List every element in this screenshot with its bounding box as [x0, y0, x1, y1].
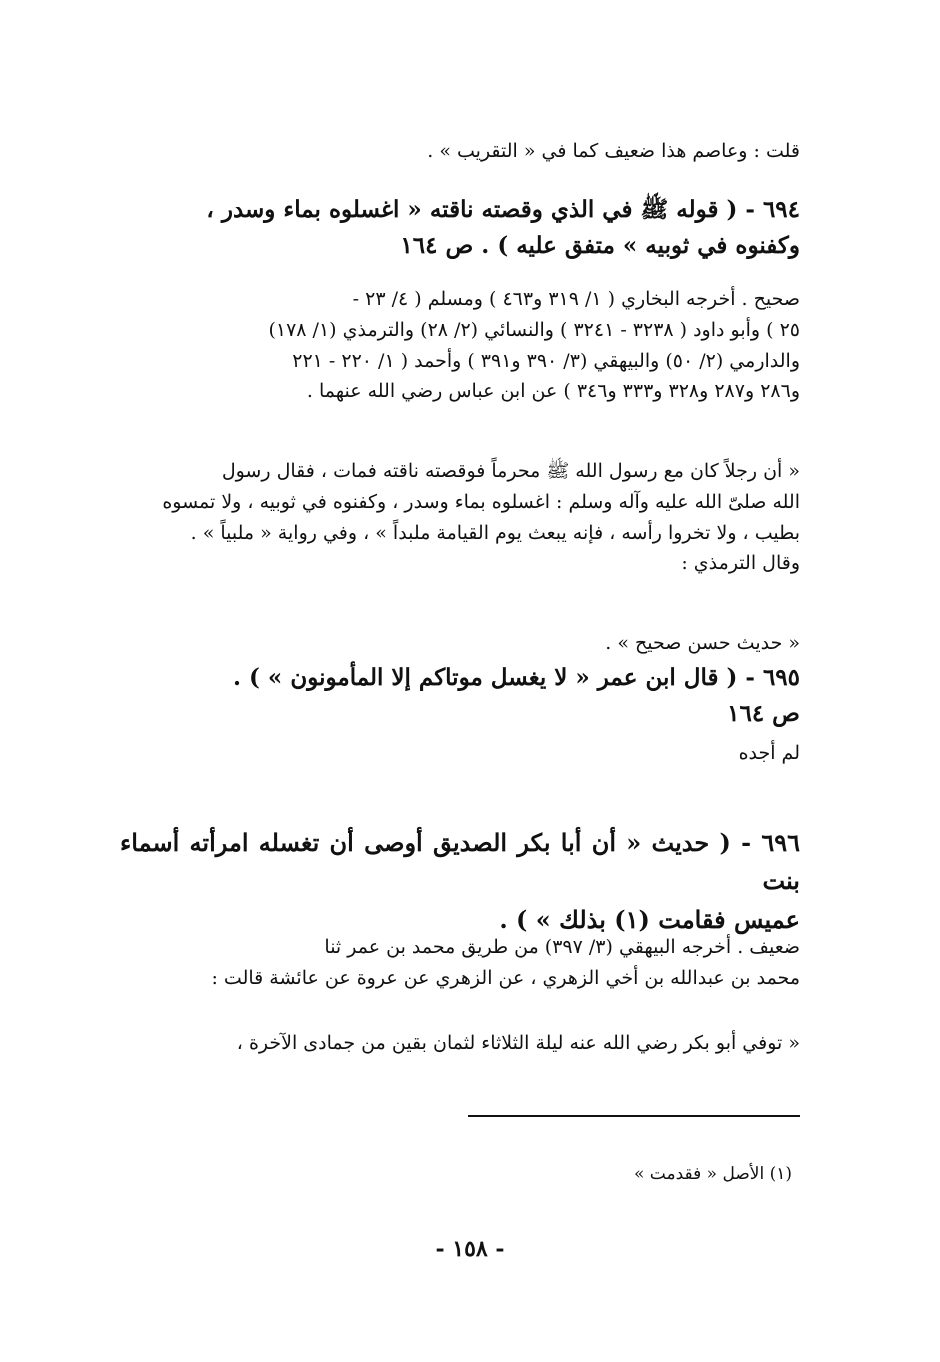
text-line: والدارمي (٢/ ٥٠) والبيهقي (٣/ ٣٩٠ و٣٩١ ) وأحمد ( ١/ ٢٢٠ - ٢٢١ — [292, 349, 800, 372]
text-line: وكفنوه في ثوبيه » متفق عليه ) . ص ١٦٤ — [400, 231, 800, 259]
text-line: ٦٩٦ - ( حديث « أن أبا بكر الصديق أوصى أن تغسله امرأته أسماء بنت — [120, 828, 800, 896]
hadith-695-heading — [120, 660, 800, 731]
text-line: لم أجده — [738, 742, 800, 764]
text-line: بطيب ، ولا تخروا رأسه ، فإنه يبعث يوم القيامة ملبداً » ، وفي رواية « ملبياً » . — [190, 521, 800, 544]
paragraph-takhrij-696 — [120, 932, 800, 994]
text-line: عميس فقامت (١) بذلك » ) . — [499, 904, 800, 934]
text-line: و٢٨٦ و٢٨٧ و٣٢٨ و٣٣٣ و٣٤٦ ) عن ابن عباس رضي الله عنهما . — [306, 380, 800, 403]
footnote-divider — [468, 1115, 800, 1117]
text-line: « توفي أبو بكر رضي الله عنه ليلة الثلاثاء لثمان بقين من جمادى الآخرة ، — [236, 1032, 800, 1054]
text-line: ٢٥ ) وأبو داود ( ٣٢٣٨ - ٣٢٤١ ) والنسائي (٢/ ٢٨) والترمذي (١/ ١٧٨) — [268, 318, 800, 341]
page-number: - ١٥٨ - — [435, 1236, 505, 1262]
paragraph-tirmidhi-verdict — [120, 628, 800, 659]
text-line: ص ١٦٤ — [727, 699, 800, 727]
text-line: ٦٩٥ - ( قال ابن عمر « لا يغسل موتاكم إلا المأمونون » ) . — [233, 664, 800, 691]
paragraph-hadith-text-694 — [120, 456, 800, 579]
text-line: صحيح . أخرجه البخاري ( ١/ ٣١٩ و٤٦٣ ) ومسلم ( ٤/ ٢٣ - — [352, 288, 800, 310]
paragraph-takhrij-694 — [120, 284, 800, 407]
hadith-694-heading — [120, 192, 800, 263]
hadith-696-heading — [120, 824, 800, 939]
text-line: محمد بن عبدالله بن أخي الزهري ، عن الزهري عن عروة عن عائشة قالت : — [211, 966, 800, 989]
text-line: وقال الترمذي : — [681, 552, 800, 575]
text-line: الله صلىّ الله عليه وآله وسلم : اغسلوه بماء وسدر ، وكفنوه في ثوبيه ، ولا تمسوه — [162, 490, 800, 513]
text-line: قلت : وعاصم هذا ضعيف كما في « التقريب » . — [427, 140, 800, 162]
paragraph-note-asim — [120, 136, 800, 167]
text-line: ضعيف . أخرجه البيهقي (٣/ ٣٩٧) من طريق محمد بن عمر ثنا — [324, 936, 800, 958]
paragraph-aisha-narration — [120, 1028, 800, 1059]
text-line: ٦٩٤ - ( قوله ﷺ في الذي وقصته ناقته « اغسلوه بماء وسدر ، — [206, 196, 800, 223]
text-line: « أن رجلاً كان مع رسول الله ﷺ محرماً فوقصته ناقته فمات ، فقال رسول — [221, 460, 800, 482]
paragraph-not-found — [120, 738, 800, 769]
text-line: « حديث حسن صحيح » . — [605, 632, 800, 654]
footnote: (١) الأصل « فقدمت » — [633, 1164, 792, 1184]
